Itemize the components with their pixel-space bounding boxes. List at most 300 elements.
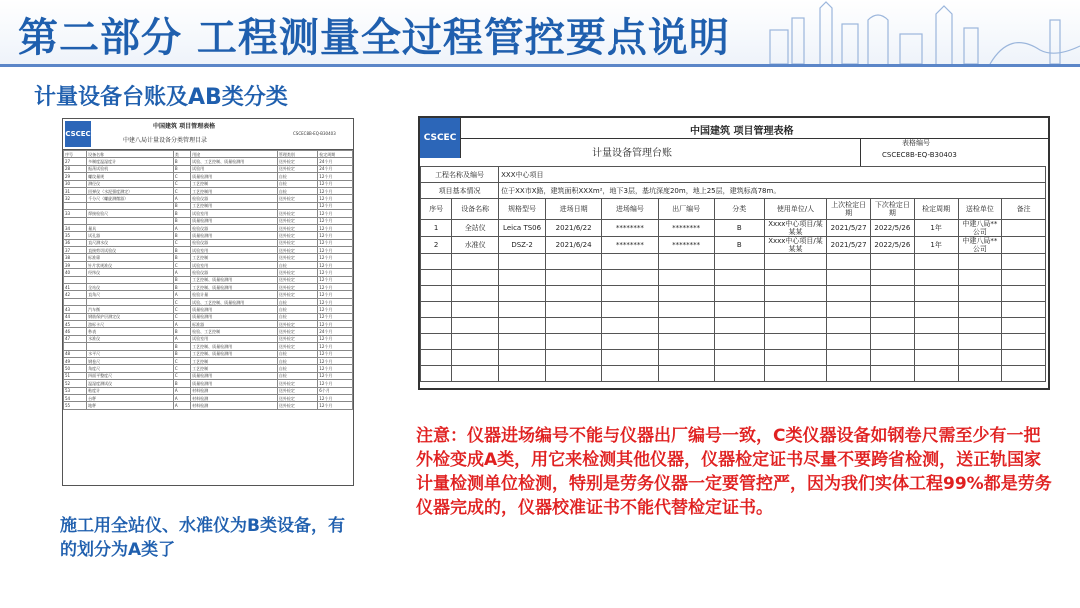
table-cell: 2022/5/26 <box>871 237 915 254</box>
ledger-column-header: 送检单位 <box>958 199 1002 220</box>
table-cell <box>87 276 174 283</box>
table-cell <box>87 217 174 224</box>
table-cell: 33 <box>64 210 87 217</box>
right-table-title: 计量设备管理台账 <box>592 148 672 159</box>
table-cell <box>871 302 915 318</box>
table-row <box>64 402 353 409</box>
table-cell <box>871 318 915 334</box>
table-cell: B <box>173 343 190 350</box>
table-row <box>64 328 353 335</box>
table-cell: B <box>173 380 190 387</box>
table-cell: 水准仪 <box>452 237 499 254</box>
table-cell <box>871 254 915 270</box>
table-row <box>64 380 353 387</box>
table-cell <box>714 286 764 302</box>
table-cell: 12个月 <box>318 224 353 231</box>
table-cell: B <box>173 210 190 217</box>
table-cell: C <box>173 306 190 313</box>
table-cell <box>958 286 1002 302</box>
table-cell <box>452 318 499 334</box>
table-cell: 标准筛 <box>87 254 174 261</box>
table-cell: 12个月 <box>318 195 353 202</box>
table-cell: 检验仪器 <box>191 224 278 231</box>
table-cell: ******** <box>602 220 658 237</box>
table-cell: 工艺控制 <box>191 254 278 261</box>
table-cell <box>714 270 764 286</box>
table-cell: 12个月 <box>318 298 353 305</box>
table-cell: 24个月 <box>318 328 353 335</box>
table-cell: B <box>173 217 190 224</box>
table-cell <box>421 270 452 286</box>
table-cell: 回弹仪（水泥强度测定） <box>87 187 174 194</box>
table-row <box>64 195 353 202</box>
table-cell: 12个月 <box>318 254 353 261</box>
table-cell: 送外检定 <box>277 328 317 335</box>
table-cell: 12个月 <box>318 350 353 357</box>
table-cell <box>764 254 827 270</box>
table-row <box>421 237 1046 254</box>
table-row <box>64 247 353 254</box>
table-cell <box>914 350 958 366</box>
table-cell: 地秤 <box>87 402 174 409</box>
table-cell: 1年 <box>914 220 958 237</box>
table-cell: 试验室用 <box>191 210 278 217</box>
left-table-title: 中建八局计量设备分类管理目录 <box>123 137 208 144</box>
table-cell <box>871 270 915 286</box>
table-cell: 自检 <box>277 350 317 357</box>
ledger-column-header: 使用单位/人 <box>764 199 827 220</box>
table-cell: 质量检测用 <box>191 380 278 387</box>
table-cell: 自检 <box>277 365 317 372</box>
table-cell: 多制度温湿度计 <box>87 158 174 165</box>
table-cell: 12个月 <box>318 269 353 276</box>
table-cell: 送外检定 <box>277 284 317 291</box>
table-cell: 2021/6/22 <box>546 220 602 237</box>
ledger-column-header: 出厂编号 <box>658 199 714 220</box>
table-cell: 质量检测用 <box>191 372 278 379</box>
table-cell <box>658 350 714 366</box>
table-cell: 31 <box>64 187 87 194</box>
table-cell: 12个月 <box>318 210 353 217</box>
table-cell: 螺纹量规 <box>87 173 174 180</box>
table-cell: 粘度计 <box>87 387 174 394</box>
table-cell: 送外检定 <box>277 269 317 276</box>
table-cell <box>421 286 452 302</box>
table-cell: 12个月 <box>318 284 353 291</box>
table-cell: 自检 <box>277 372 317 379</box>
table-cell: 送外检定 <box>277 224 317 231</box>
table-cell: 自检 <box>277 313 317 320</box>
table-cell <box>827 318 871 334</box>
table-cell: 送外检定 <box>277 217 317 224</box>
table-cell: 中建八局**公司 <box>958 220 1002 237</box>
table-row <box>64 291 353 298</box>
table-row <box>64 261 353 268</box>
table-cell: C <box>173 173 190 180</box>
table-cell <box>1002 220 1046 237</box>
table-cell: 自检 <box>277 261 317 268</box>
table-cell <box>64 343 87 350</box>
ledger-column-header: 检定周期 <box>914 199 958 220</box>
table-cell: 37 <box>64 247 87 254</box>
table-row <box>64 357 353 364</box>
table-cell: 42 <box>64 291 87 298</box>
table-cell: 44 <box>64 313 87 320</box>
table-cell: ******** <box>602 237 658 254</box>
table-cell: 27 <box>64 158 87 165</box>
project-info: 位于XX市X路，建筑面积XXXm²，地下3层，基坑深度20m，地上25层，建筑标高78m。 <box>499 183 1046 199</box>
table-cell: 2022/5/26 <box>871 220 915 237</box>
table-row <box>421 366 1046 382</box>
table-cell: A <box>173 195 190 202</box>
table-cell: 自检 <box>277 306 317 313</box>
table-cell: 检验、工艺控制 <box>191 328 278 335</box>
table-cell <box>958 366 1002 382</box>
table-cell: 49 <box>64 357 87 364</box>
table-cell: 试验室用 <box>191 247 278 254</box>
table-cell: 51 <box>64 372 87 379</box>
left-table-column-header: 设备名称 <box>87 151 174 158</box>
table-row <box>64 394 353 401</box>
table-cell <box>1002 302 1046 318</box>
table-row <box>64 202 353 209</box>
table-cell: 24个月 <box>318 158 353 165</box>
left-table-form-no: CSCEC8B-EQ-B30403 <box>293 131 336 136</box>
left-table-header: 中国建筑 项目管理表格 <box>153 123 216 130</box>
table-cell <box>827 334 871 350</box>
table-cell: A <box>173 224 190 231</box>
table-cell <box>87 343 174 350</box>
table-cell: A <box>173 394 190 401</box>
table-cell: 12个月 <box>318 357 353 364</box>
table-row <box>64 187 353 194</box>
table-cell <box>871 286 915 302</box>
table-cell <box>546 286 602 302</box>
table-cell <box>871 334 915 350</box>
left-table <box>63 150 353 410</box>
table-cell <box>421 350 452 366</box>
table-cell <box>64 217 87 224</box>
table-cell <box>914 318 958 334</box>
table-cell: 中建八局**公司 <box>958 237 1002 254</box>
equipment-ledger-table-image <box>418 116 1050 390</box>
table-cell <box>421 366 452 382</box>
table-cell: 材料检测 <box>191 387 278 394</box>
table-cell: 游标卡尺 <box>87 320 174 327</box>
table-row <box>421 220 1046 237</box>
table-cell <box>277 202 317 209</box>
table-cell: 送外检定 <box>277 387 317 394</box>
table-cell: 送外检定 <box>277 335 317 342</box>
table-cell: 12个月 <box>318 380 353 387</box>
table-cell <box>764 350 827 366</box>
table-cell <box>452 254 499 270</box>
table-cell <box>914 302 958 318</box>
table-row <box>421 270 1046 286</box>
table-cell <box>871 350 915 366</box>
table-cell <box>958 350 1002 366</box>
table-cell <box>499 350 546 366</box>
table-cell: 直接剪切试验仪 <box>87 247 174 254</box>
table-cell: 标准器 <box>191 320 278 327</box>
table-row <box>64 269 353 276</box>
table-cell: 28 <box>64 165 87 172</box>
table-cell: 12个月 <box>318 276 353 283</box>
table-cell <box>827 302 871 318</box>
table-cell: 43 <box>64 306 87 313</box>
table-cell: C <box>173 239 190 246</box>
table-cell: 质量检测用 <box>191 232 278 239</box>
table-cell: 材料检测 <box>191 394 278 401</box>
table-cell <box>1002 286 1046 302</box>
table-cell <box>658 334 714 350</box>
table-cell <box>602 254 658 270</box>
table-row <box>64 343 353 350</box>
table-cell: 送外检定 <box>277 402 317 409</box>
header-divider <box>0 64 1080 67</box>
table-cell <box>658 318 714 334</box>
table-cell: 12个月 <box>318 232 353 239</box>
table-cell: 测径仪 <box>87 180 174 187</box>
form-no-label: 表格编号 <box>902 139 930 147</box>
table-cell: 量具 <box>87 224 174 231</box>
ledger-column-header: 进场日期 <box>546 199 602 220</box>
table-cell: 送外检定 <box>277 291 317 298</box>
table-cell <box>1002 350 1046 366</box>
table-cell: 试验、工艺控制、质量检测用 <box>191 298 278 305</box>
table-cell: 送外检定 <box>277 210 317 217</box>
table-cell <box>827 366 871 382</box>
table-cell: 质量检测用 <box>191 173 278 180</box>
table-cell: 2 <box>421 237 452 254</box>
table-row <box>421 334 1046 350</box>
table-cell <box>714 366 764 382</box>
table-cell: 送外检定 <box>277 394 317 401</box>
table-cell: ******** <box>658 237 714 254</box>
table-cell <box>546 318 602 334</box>
table-cell: 2021/5/27 <box>827 237 871 254</box>
table-cell: 54 <box>64 394 87 401</box>
table-row <box>421 302 1046 318</box>
table-cell: 工艺控制 <box>191 365 278 372</box>
table-cell: 焊接检验尺 <box>87 210 174 217</box>
table-cell: A <box>173 269 190 276</box>
ledger-column-header: 序号 <box>421 199 452 220</box>
table-cell: 38 <box>64 254 87 261</box>
table-cell: 32 <box>64 195 87 202</box>
table-cell: 送外检定 <box>277 165 317 172</box>
city-skyline-icon <box>750 0 1080 64</box>
table-cell: B <box>173 232 190 239</box>
table-cell: C <box>173 261 190 268</box>
table-row <box>64 298 353 305</box>
table-cell: 41 <box>64 284 87 291</box>
table-cell: 质量检测用 <box>191 306 278 313</box>
ledger-column-header: 备注 <box>1002 199 1046 220</box>
table-cell: 送外检定 <box>277 239 317 246</box>
table-row <box>64 239 353 246</box>
table-cell <box>1002 270 1046 286</box>
table-cell <box>827 350 871 366</box>
table-cell: 振荡试验机 <box>87 165 174 172</box>
table-cell <box>421 334 452 350</box>
table-cell <box>914 254 958 270</box>
table-cell: 29 <box>64 173 87 180</box>
left-table-column-header: 检定周期 <box>318 151 353 158</box>
table-cell <box>452 286 499 302</box>
table-cell: 34 <box>64 224 87 231</box>
table-cell <box>499 270 546 286</box>
project-name: XXX中心项目 <box>499 167 1046 183</box>
table-row <box>64 320 353 327</box>
table-cell: C <box>173 357 190 364</box>
table-cell: 台秤 <box>87 394 174 401</box>
table-cell <box>499 366 546 382</box>
table-row <box>64 165 353 172</box>
table-cell: 质量检测用 <box>191 217 278 224</box>
table-cell <box>602 270 658 286</box>
table-cell <box>714 254 764 270</box>
table-cell: 检验仪器 <box>191 239 278 246</box>
table-cell: 试验、工艺控制、质量检测用 <box>191 158 278 165</box>
table-cell <box>764 318 827 334</box>
table-cell <box>64 202 87 209</box>
ledger-column-header: 分类 <box>714 199 764 220</box>
table-cell: 工艺控制 <box>191 357 278 364</box>
table-row <box>64 158 353 165</box>
form-no: CSCEC8B-EQ-B30403 <box>882 151 957 159</box>
table-cell: 工艺控制用 <box>191 187 278 194</box>
table-cell <box>546 302 602 318</box>
table-cell <box>499 334 546 350</box>
table-cell: 直角尺 <box>87 291 174 298</box>
table-cell: A <box>173 291 190 298</box>
table-cell <box>602 286 658 302</box>
table-row <box>421 254 1046 270</box>
table-cell: 12个月 <box>318 291 353 298</box>
table-cell: 12个月 <box>318 313 353 320</box>
table-cell: 36 <box>64 239 87 246</box>
table-cell <box>1002 318 1046 334</box>
table-cell: 1年 <box>914 237 958 254</box>
left-note: 施工用全站仪、水准仪为B类设备，有的划分为A类了 <box>60 516 345 560</box>
table-cell <box>1002 334 1046 350</box>
table-cell: 53 <box>64 387 87 394</box>
table-cell <box>958 270 1002 286</box>
left-table-column-header: 管理类别 <box>277 151 317 158</box>
table-cell: 送外检定 <box>277 195 317 202</box>
table-cell <box>914 286 958 302</box>
table-cell: 55 <box>64 402 87 409</box>
table-row <box>64 372 353 379</box>
table-cell: B <box>173 247 190 254</box>
table-cell: DSZ-2 <box>499 237 546 254</box>
table-cell: 45 <box>64 320 87 327</box>
table-cell <box>764 366 827 382</box>
table-cell: 12个月 <box>318 402 353 409</box>
left-table-column-header: 序号 <box>64 151 87 158</box>
table-cell: 2021/5/27 <box>827 220 871 237</box>
table-cell <box>764 286 827 302</box>
table-cell <box>64 276 87 283</box>
project-name-label: 工程名称及编号 <box>421 167 499 183</box>
table-cell <box>546 366 602 382</box>
table-cell: 送外检定 <box>277 254 317 261</box>
table-cell <box>827 254 871 270</box>
right-table-header: 中国建筑 项目管理表格 <box>690 126 794 137</box>
table-cell: 6个月 <box>318 387 353 394</box>
table-cell: 检验计量 <box>191 291 278 298</box>
table-cell: Xxxx中心项目/某某某 <box>764 220 827 237</box>
table-cell: 全站仪 <box>452 220 499 237</box>
table-cell <box>499 302 546 318</box>
table-cell <box>658 254 714 270</box>
table-cell <box>714 302 764 318</box>
table-cell: 工艺控制、质量检测用 <box>191 276 278 283</box>
table-cell: 钢筋保护层测定仪 <box>87 313 174 320</box>
table-cell: 水准仪 <box>87 335 174 342</box>
table-cell <box>914 334 958 350</box>
table-cell: 工艺控制、质量检测用 <box>191 284 278 291</box>
table-cell <box>421 254 452 270</box>
table-cell: 试验室用 <box>191 335 278 342</box>
table-row <box>64 180 353 187</box>
ledger-column-header: 下次检定日期 <box>871 199 915 220</box>
table-cell <box>658 286 714 302</box>
table-cell: 角度尺 <box>87 365 174 372</box>
table-cell: 汽车衡 <box>87 306 174 313</box>
table-cell: 2021/6/24 <box>546 237 602 254</box>
table-cell: 质量检测用 <box>191 313 278 320</box>
table-cell <box>546 350 602 366</box>
table-cell: 12个月 <box>318 365 353 372</box>
page-title: 第二部分 工程测量全过程管控要点说明 <box>18 15 730 61</box>
table-cell: 全站仪 <box>87 284 174 291</box>
table-cell <box>764 334 827 350</box>
ledger-table <box>420 166 1046 382</box>
table-cell: 12个月 <box>318 320 353 327</box>
table-cell: 送外检定 <box>277 380 317 387</box>
table-cell: B <box>714 220 764 237</box>
table-cell <box>764 270 827 286</box>
left-table-header-row <box>64 151 353 158</box>
table-cell <box>499 286 546 302</box>
table-cell: 40 <box>64 269 87 276</box>
table-cell: 12个月 <box>318 187 353 194</box>
table-row <box>64 284 353 291</box>
cscec-logo: CSCEC <box>420 118 461 158</box>
table-cell: ******** <box>658 220 714 237</box>
table-row <box>64 306 353 313</box>
table-cell <box>714 318 764 334</box>
table-row <box>64 224 353 231</box>
table-cell: 秒表 <box>87 328 174 335</box>
table-row <box>64 173 353 180</box>
project-info-label: 项目基本情况 <box>421 183 499 199</box>
ledger-header-row <box>421 199 1046 220</box>
table-row <box>64 365 353 372</box>
table-row <box>64 387 353 394</box>
table-cell: B <box>714 237 764 254</box>
table-cell: 试验室用 <box>191 261 278 268</box>
table-cell: C <box>173 187 190 194</box>
table-cell: 材料检测 <box>191 402 278 409</box>
table-cell: 48 <box>64 350 87 357</box>
table-cell: B <box>173 276 190 283</box>
table-cell: 52 <box>64 380 87 387</box>
table-cell: B <box>173 350 190 357</box>
table-row <box>64 313 353 320</box>
